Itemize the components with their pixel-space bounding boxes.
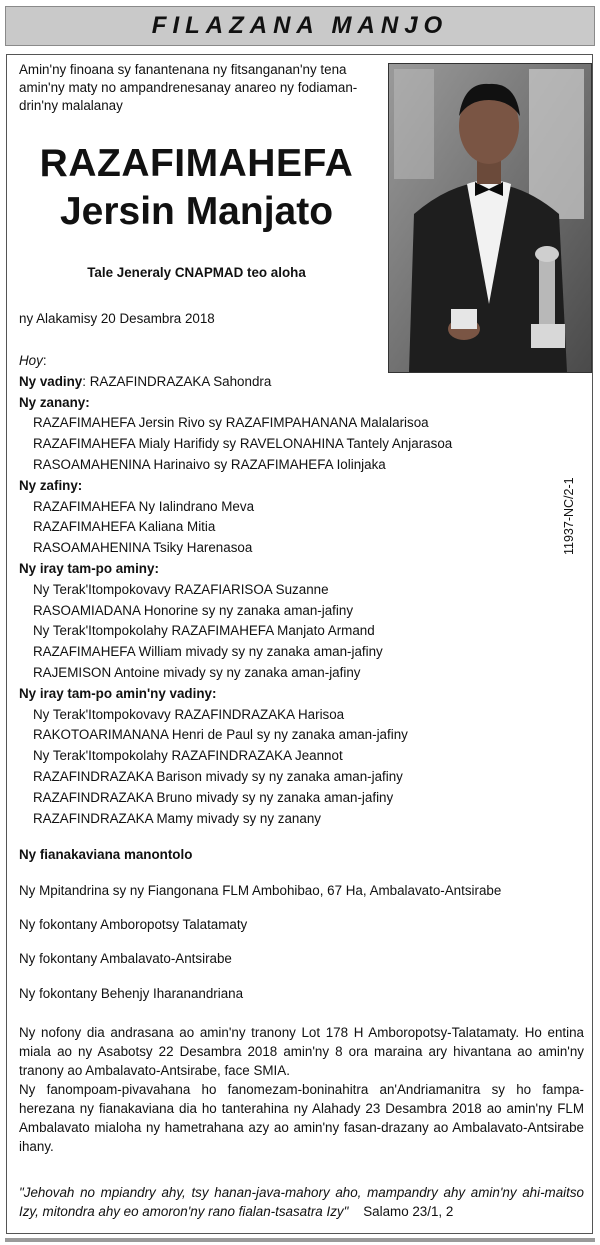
header-title: FILAZANA MANJO [151, 12, 449, 39]
spouse-label: Ny vadiny [19, 373, 83, 389]
body-paragraph-2: Ny fanompoam-pivavahana ho fanomezam-boninahitra an'Andriamanitra sy ho fampa-herezana ny fianakaviana dia ho tanterahina ny Alahady 23 Desambra 2018 ao amin'ny FLM Ambalavato mialoha ny hametrahana azy ao amin'ny fasan-drazany ao Ambalavato-Antsirabe ihany. [19, 1082, 584, 1154]
list-item: RASOAMAHENINA Harinaivo sy RAZAFIMAHEFA Iolinjaka [33, 456, 386, 472]
reference-code: 11937-NC/2-1 [562, 477, 576, 555]
spouse-value: RAZAFINDRAZAKA Sahondra [89, 373, 272, 389]
hoy-line: Hoy: [19, 353, 47, 368]
list-item: RAZAFIMAHEFA Jersin Rivo sy RAZAFIMPAHANANA Malalarisoa [33, 415, 429, 431]
list-item: RASOAMAHENINA Tsiky Harenasoa [33, 540, 253, 556]
deceased-title: Tale Jeneraly CNAPMAD teo aloha [87, 265, 306, 280]
list-item: Ny Terak'Itompokovavy RAZAFINDRAZAKA Harisoa [33, 706, 345, 722]
list-item: Ny Terak'Itompokovavy RAZAFIARISOA Suzanne [33, 581, 329, 597]
quote-reference: Salamo 23/1, 2 [363, 1204, 454, 1219]
list-item: Ny Terak'Itompokolahy RAZAFIMAHEFA Manjato Armand [33, 623, 375, 639]
siblings-header: Ny iray tam-po aminy: [19, 560, 159, 576]
list-item: RAZAFIMAHEFA Ny Ialindrano Meva [33, 498, 255, 514]
list-item: RAZAFINDRAZAKA Barison mivady sy ny zanaka aman-jafiny [33, 768, 403, 784]
obituary-panel [6, 54, 593, 1234]
spouse-line: Ny vadiny: RAZAFINDRAZAKA Sahondra [19, 373, 272, 389]
grandchildren-header: Ny zafiny: [19, 477, 83, 493]
siblings-label: Ny iray tam-po aminy [19, 560, 155, 576]
extended-family-line: Ny fokontany Amboropotsy Talatamaty [19, 917, 248, 932]
extended-family-title: Ny fianakaviana manontolo [19, 847, 193, 862]
list-item: RAZAFINDRAZAKA Mamy mivady sy ny zanany [33, 810, 321, 826]
list-item: RAZAFIMAHEFA Kaliana Mitia [33, 519, 216, 535]
children-header: Ny zanany: [19, 394, 90, 410]
list-item: RAZAFIMAHEFA Mialy Harifidy sy RAVELONAHINA Tantely Anjarasoa [33, 436, 453, 452]
list-item: RASOAMIADANA Honorine sy ny zanaka aman-jafiny [33, 602, 354, 618]
list-item: RAJEMISON Antoine mivady sy ny zanaka aman-jafiny [33, 664, 361, 680]
intro-text: Amin'ny finoana sy fanantenana ny fitsanganan'ny tena amin'ny maty no ampandrenesanay anareo ny fodiaman-drin'ny malalanay [19, 62, 358, 113]
spouse-siblings-label: Ny iray tam-po amin'ny vadiny [19, 685, 212, 701]
children-label: Ny zanany [19, 394, 86, 410]
footer-rule [5, 1238, 595, 1242]
spouse-siblings-header: Ny iray tam-po amin'ny vadiny: [19, 685, 217, 701]
body-paragraph-1: Ny nofony dia andrasana ao amin'ny tranony Lot 178 H Amboropotsy-Talatamaty. Ho entina miala ao ny Asabotsy 22 Desambra 2018 amin'ny 8 ora maraina ary hivantana ao amin'ny tranony ao Ambalavato-Antsirabe, face SMIA. [19, 1025, 584, 1078]
extended-family-line: Ny Mpitandrina sy ny Fiangonana FLM Ambohibao, 67 Ha, Ambalavato-Antsirabe [19, 883, 502, 898]
extended-family-line: Ny fokontany Behenjy Iharanandriana [19, 986, 244, 1001]
list-item: RAKOTOARIMANANA Henri de Paul sy ny zanaka aman-jafiny [33, 727, 408, 743]
list-item: Ny Terak'Itompokolahy RAZAFINDRAZAKA Jeannot [33, 748, 343, 764]
portrait-photo [388, 63, 592, 373]
quote-text: "Jehovah no mpiandry ahy, tsy hanan-java-mahory aho, mampandry ahy amin'ny ahi-maitso Izy, mitondra ahy eo amoron'ny rano fialan-tsasatra Izy" [19, 1185, 584, 1219]
hoy-label: Hoy [19, 353, 43, 368]
grandchildren-label: Ny zafiny [19, 477, 78, 493]
family-list [19, 351, 559, 829]
extended-family-line: Ny fokontany Ambalavato-Antsirabe [19, 951, 232, 966]
scripture-quote [19, 1183, 584, 1221]
deceased-given-names: Jersin Manjato [59, 190, 334, 233]
deceased-surname: RAZAFIMAHEFA [39, 142, 354, 185]
portrait-illustration [389, 64, 591, 372]
header-banner [5, 6, 595, 46]
date-line: ny Alakamisy 20 Desambra 2018 [19, 311, 215, 326]
list-item: RAZAFIMAHEFA William mivady sy ny zanaka aman-jafiny [33, 644, 383, 660]
list-item: RAZAFINDRAZAKA Bruno mivady sy ny zanaka aman-jafiny [33, 789, 394, 805]
